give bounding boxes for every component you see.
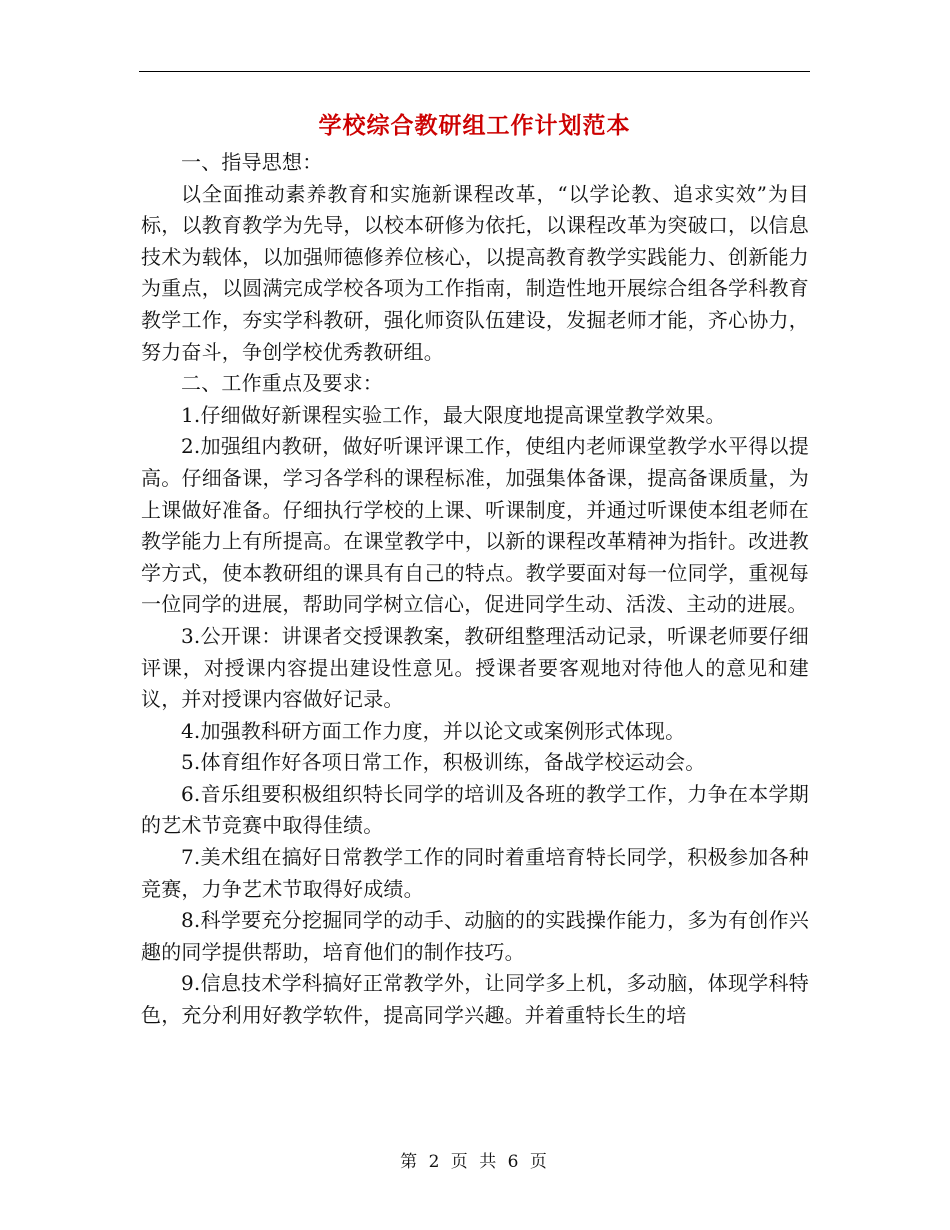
paragraph-item-5: 5.体育组作好各项日常工作，积极训练，备战学校运动会。 — [181, 750, 706, 775]
paragraph-item-6: 6.音乐组要积极组织特长同学的培训及各班的教学工作，力争在本学期的艺术节竞赛中取得佳绩。 — [141, 781, 809, 838]
paragraph-item-7: 7.美术组在搞好日常教学工作的同时着重培育特长同学，积极参加各种竞赛，力争艺术节取得好成绩。 — [141, 845, 809, 901]
page-number-footer: 第 2 页 共 6 页 — [400, 1152, 550, 1172]
paragraph-item-9: 9.信息技术学科搞好正常教学外，让同学多上机，多动脑，体现学科特色，充分利用好教学软件，提高同学兴趣。并着重特长生的培 — [141, 971, 809, 1028]
paragraph-item-1: 1.仔细做好新课程实验工作，最大限度地提高课堂教学效果。 — [181, 402, 726, 427]
paragraph-item-2: 2.加强组内教研，做好听课评课工作，使组内老师课堂教学水平得以提高。仔细备课，学习各学科的课程标准，加强集体备课，提高备课质量，为上课做好准备。仔细执行学校的上课、听课制度，并通过听课使本组老师在教学能力上有所提高。在课堂教学中，以新的课程改革精神为指针。改进教学方式，使本教研组的课具有自己的特点。教学要面对每一位同学，重视每一位同学的进展，帮助同学树立信心，促进同学生动、活泼、主动的进展。 — [141, 434, 809, 617]
paragraph-item-8: 8.科学要充分挖掘同学的动手、动脑的的实践操作能力，多为有创作兴趣的同学提供帮助，培育他们的制作技巧。 — [141, 908, 809, 964]
paragraph-guiding-thought: 以全面推动素养教育和实施新课程改革，“以学论教、追求实效”为目标，以教育教学为先导，以校本研修为依托，以课程改革为突破口，以信息技术为载体，以加强师德修养位核心，以提高教育教学实践能力、创新能力为重点，以圆满完成学校各项为工作指南，制造性地开展综合组各学科教育教学工作，夯实学科教研，强化师资队伍建设，发掘老师才能，齐心协力，努力奋斗，争创学校优秀教研组。 — [141, 181, 809, 364]
document-title: 学校综合教研组工作计划范本 — [318, 113, 631, 139]
paragraph-item-3: 3.公开课：讲课者交授课教案，教研组整理活动记录，听课老师要仔细评课，对授课内容提出建设性意见。授课者要客观地对待他人的意见和建议，并对授课内容做好记录。 — [141, 623, 809, 712]
paragraph-item-4: 4.加强教科研方面工作力度，并以论文或案例形式体现。 — [181, 718, 686, 743]
header-rule — [139, 71, 810, 72]
paragraph-heading-1: 一、指导思想： — [181, 150, 323, 174]
document-body — [141, 147, 809, 1032]
paragraph-heading-2: 二、工作重点及要求： — [181, 371, 383, 396]
